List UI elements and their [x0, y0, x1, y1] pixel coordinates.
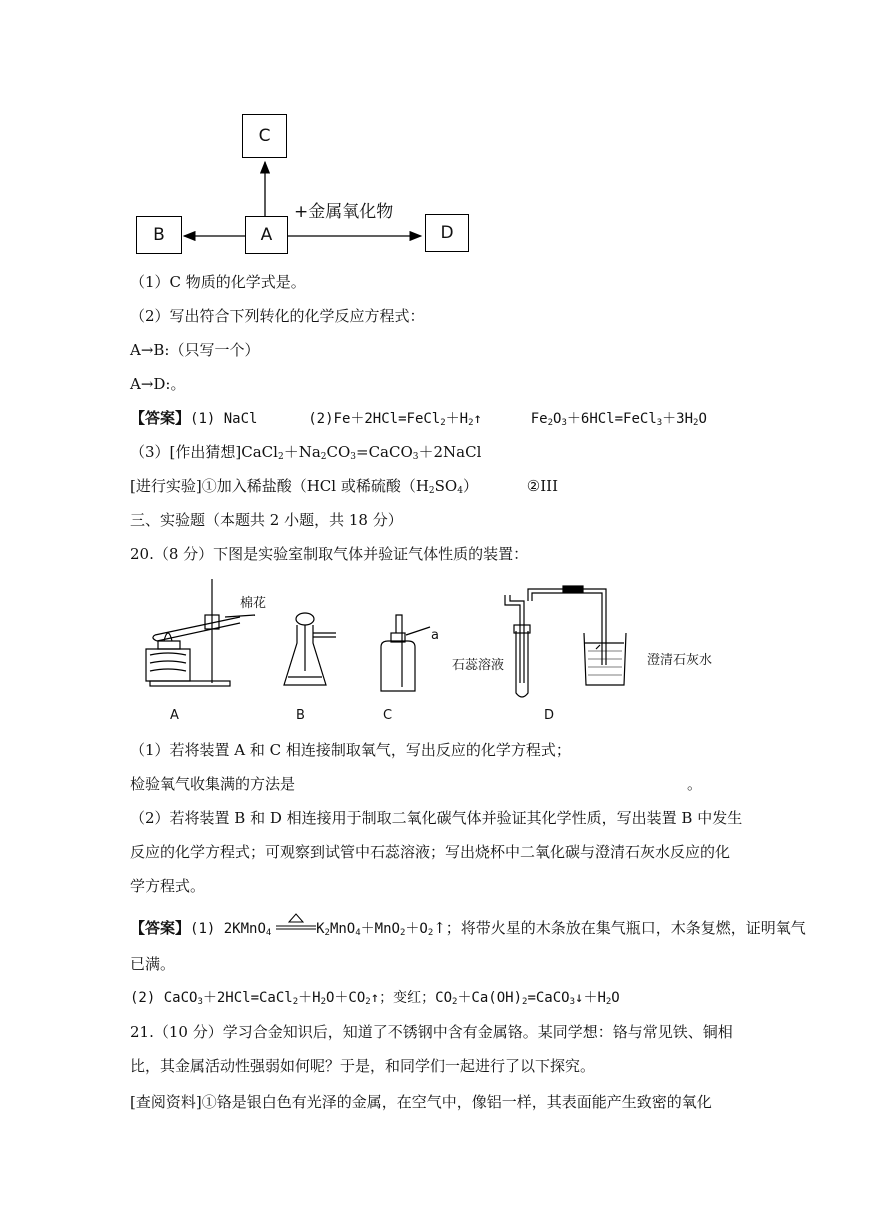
q20-title: 20.（8 分）下图是实验室制取气体并验证气体性质的装置： — [130, 545, 529, 563]
q20-answer1-cont: 已满。 — [130, 955, 176, 973]
label-apparatus-a: A — [170, 708, 179, 723]
q19-ans2: $(2)Fe+2HCl=FeCl_2+H_2↑$ — [308, 411, 482, 428]
box-a: A — [245, 216, 288, 254]
q19-answer — [130, 408, 707, 433]
q20-answer1: 【答案】(1) 2KMnO$_4$ $K_2MnO_4+MnO_2+O_2↑$；将带火星的木条放在集气瓶口，木条复燃，证明氧气 — [130, 918, 806, 943]
q21-line1: 21.（10 分）学习合金知识后，知道了不锈钢中含有金属铬。某同学想：铬与常见铁、铜相 — [130, 1023, 733, 1041]
q20-part2a: （2）若将装置 B 和 D 相连接用于制取二氧化碳气体并验证其化学性质，写出装置 B 中发生 — [130, 809, 743, 827]
label-a-small: a — [431, 628, 439, 643]
q19-a-to-b: A→B:（只写一个） — [130, 341, 260, 359]
q21-line3: [查阅资料]①铬是银白色有光泽的金属，在空气中，像铝一样，其表面能产生致密的氧化 — [130, 1093, 712, 1111]
q19-a-to-d: A→D:。 — [130, 375, 186, 393]
q20-part2b: 反应的化学方程式；可观察到试管中石蕊溶液；写出烧杯中二氧化碳与澄清石灰水反应的化 — [130, 843, 731, 861]
q19-part2: （2）写出符合下列转化的化学反应方程式： — [130, 307, 425, 325]
q19-guess: （3）[作出猜想]$CaCl_2+Na_2CO_3=CaCO_3+2NaCl$ — [130, 443, 482, 462]
heat-sign — [276, 918, 316, 936]
label-apparatus-c: C — [383, 708, 393, 723]
label-cotton: 棉花 — [240, 596, 267, 611]
label-apparatus-b: B — [296, 708, 305, 723]
apparatus-figure — [0, 575, 869, 735]
section-heading: 三、实验题（本题共 2 小题，共 18 分） — [130, 511, 403, 529]
answer-tag: 【答案】 — [130, 919, 191, 937]
q20-answer2: (2) $CaCO_3+2HCl=CaCl_2+H_2O+CO_2↑$；变红；$CO_2+Ca(OH)_2=CaCO_3↓+H_2O$ — [130, 990, 620, 1007]
q19-ans1: (1) NaCl — [190, 411, 258, 427]
arrow-label: +金属氧化物 — [294, 202, 394, 222]
box-c: C — [242, 114, 287, 158]
label-apparatus-d: D — [544, 708, 555, 723]
answer-tag: 【答案】 — [130, 409, 191, 427]
box-d: D — [425, 214, 469, 252]
label-litmus: 石蕊溶液 — [452, 658, 505, 673]
q19-experiment: [进行实验]①加入稀盐酸（HCl 或稀硫酸$(H_2SO_4)$ ②III — [130, 477, 558, 496]
q20-part2c: 学方程式。 — [130, 877, 206, 895]
q19-ans3: $Fe_2O_3+6HCl=FeCl_3+3H_2O$ — [530, 411, 707, 428]
q20-part1: （1）若将装置 A 和 C 相连接制取氧气，写出反应的化学方程式； — [130, 741, 571, 759]
q20-part1b: 检验氧气收集满的方法是 。 — [130, 775, 703, 793]
diagram-arrows — [0, 0, 869, 300]
q21-line2: 比，其金属活动性强弱如何呢？于是，和同学们一起进行了以下探究。 — [130, 1057, 596, 1075]
q19-part1: （1）C 物质的化学式是。 — [130, 273, 306, 291]
label-limewater: 澄清石灰水 — [647, 653, 713, 668]
box-b: B — [136, 216, 182, 254]
